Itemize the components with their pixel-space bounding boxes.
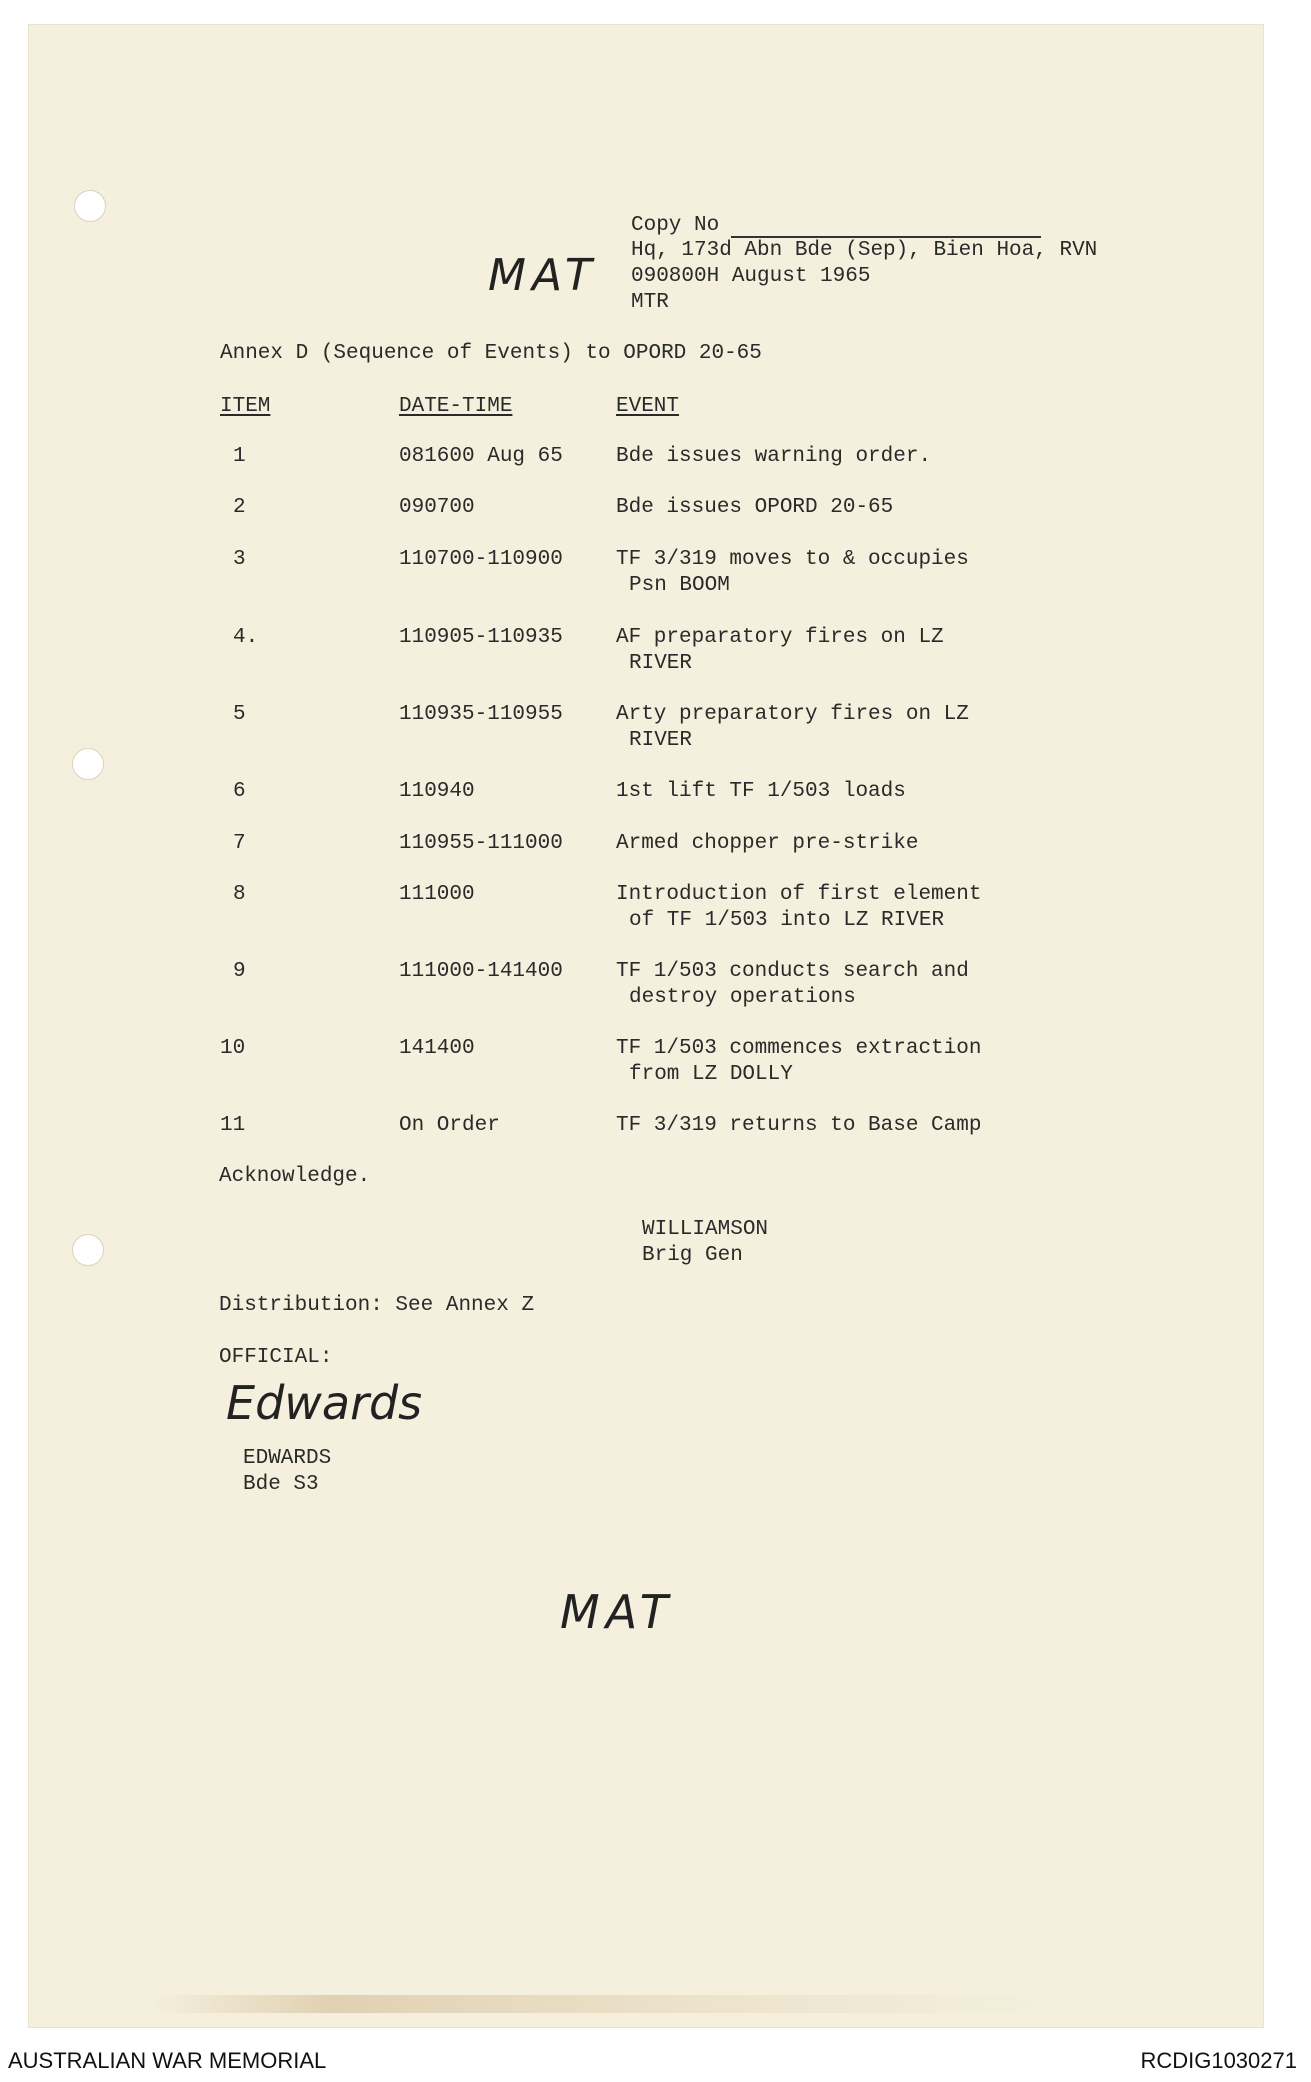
document-title: Annex D (Sequence of Events) to OPORD 20-65 [220,342,762,365]
row-item: 5 [233,703,246,726]
row-datetime: 110935-110955 [399,703,563,726]
signer-name: WILLIAMSON [642,1218,769,1241]
official-name: EDWARDS [243,1447,332,1470]
row-event-cont: from LZ DOLLY [629,1063,793,1086]
footer-reference-id: RCDIG1030271 [1140,2048,1297,2073]
signer-rank: Brig Gen [642,1244,743,1267]
handwritten-annotation-bottom: MAT [560,1585,674,1639]
row-event: Bde issues OPORD 20-65 [616,496,894,519]
row-datetime: 110955-111000 [399,832,563,855]
row-event-cont: RIVER [629,729,693,752]
row-event: Introduction of first element [616,883,982,906]
row-event: TF 1/503 commences extraction [616,1037,982,1060]
row-item: 4. [233,626,259,649]
row-item: 6 [233,780,246,803]
row-item: 3 [233,548,246,571]
distribution-line: Distribution: See Annex Z [219,1294,535,1317]
row-datetime: 110940 [399,780,475,803]
row-datetime: 110700-110900 [399,548,563,571]
row-event-cont: destroy operations [629,986,856,1009]
row-event-cont: Psn BOOM [629,574,730,597]
copy-no-label: Copy No [631,214,720,237]
row-item: 2 [233,496,246,519]
row-datetime: 090700 [399,496,475,519]
row-datetime: On Order [399,1114,500,1137]
mtr-line: MTR [631,291,669,314]
row-item: 7 [233,832,246,855]
row-datetime: 141400 [399,1037,475,1060]
header-datetime: DATE-TIME [399,395,513,418]
handwritten-annotation-top: MAT [488,250,598,301]
row-event-cont: of TF 1/503 into LZ RIVER [629,909,945,932]
header-item: ITEM [220,395,271,418]
row-datetime: 081600 Aug 65 [399,445,563,468]
document-page [28,24,1264,2028]
row-event: 1st lift TF 1/503 loads [616,780,906,803]
row-item: 8 [233,883,246,906]
header-event: EVENT [616,395,680,418]
official-title: Bde S3 [243,1473,319,1496]
row-event: Armed chopper pre-strike [616,832,919,855]
paper-stain [150,1995,1050,2013]
row-item: 10 [220,1037,246,1060]
row-event: TF 1/503 conducts search and [616,960,969,983]
row-event: AF preparatory fires on LZ [616,626,944,649]
hq-line: Hq, 173d Abn Bde (Sep), Bien Hoa, RVN [631,239,1098,262]
handwritten-signature: Edwards [226,1376,423,1430]
punch-hole-top [74,190,106,222]
row-event: Arty preparatory fires on LZ [616,703,969,726]
row-item: 11 [220,1114,246,1137]
punch-hole-bottom [72,1234,104,1266]
row-datetime: 111000 [399,883,475,906]
dtg-line: 090800H August 1965 [631,265,871,288]
row-datetime: 111000-141400 [399,960,563,983]
acknowledge-line: Acknowledge. [219,1165,371,1188]
row-event: TF 3/319 moves to & occupies [616,548,969,571]
row-event: Bde issues warning order. [616,445,932,468]
footer-source: AUSTRALIAN WAR MEMORIAL [8,2048,327,2073]
row-event: TF 3/319 returns to Base Camp [616,1114,982,1137]
row-item: 1 [233,445,246,468]
official-label: OFFICIAL: [219,1346,333,1369]
punch-hole-middle [72,748,104,780]
row-event-cont: RIVER [629,652,693,675]
row-datetime: 110905-110935 [399,626,563,649]
row-item: 9 [233,960,246,983]
